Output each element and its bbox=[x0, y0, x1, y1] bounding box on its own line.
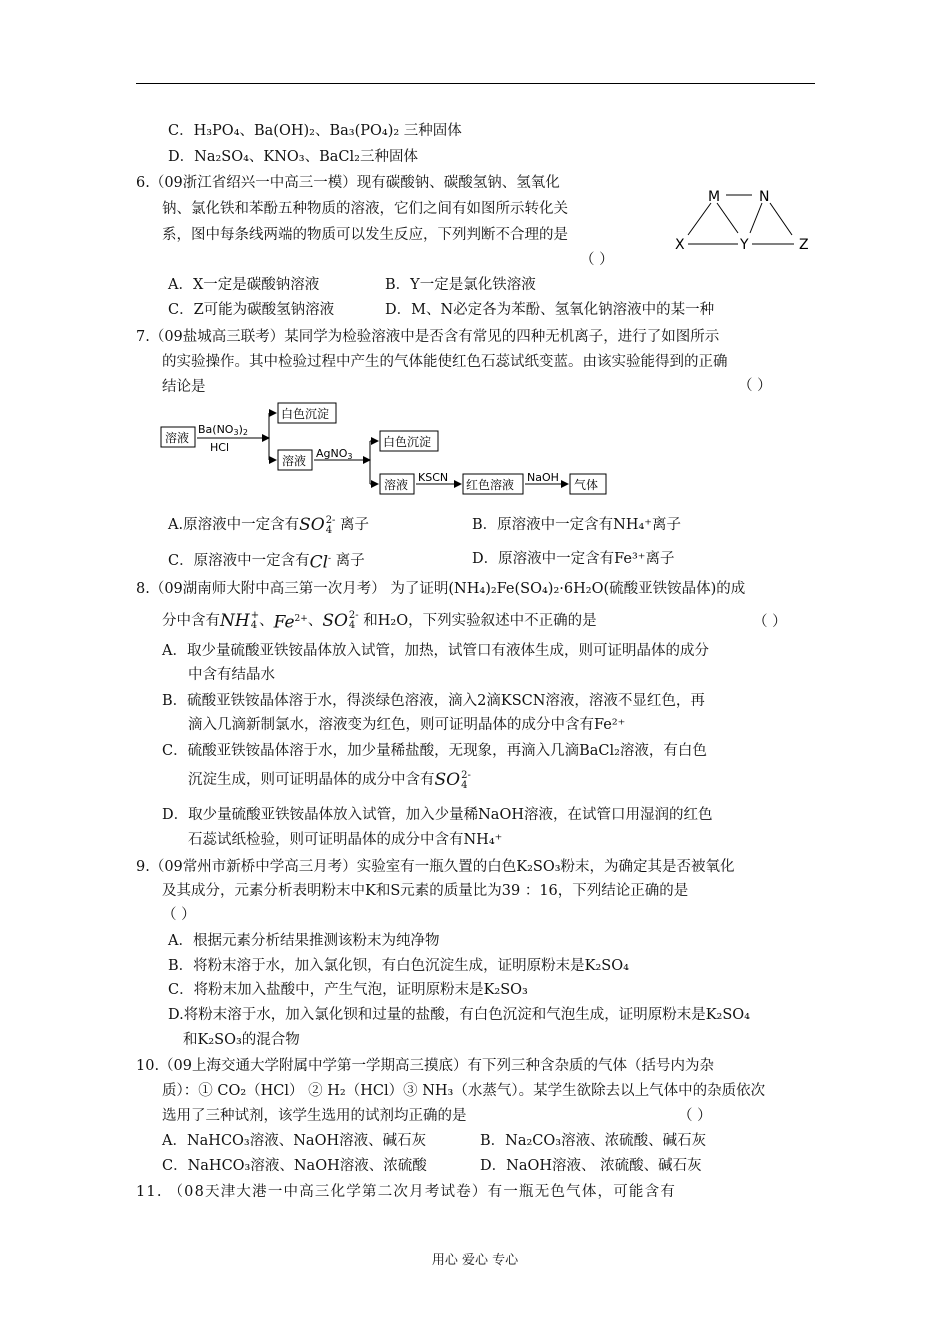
q8-option-d-line2: 石蕊试纸检验，则可证明晶体的成分中含有NH₄⁺ bbox=[188, 832, 503, 848]
header-rule bbox=[136, 83, 815, 84]
node-x: X bbox=[675, 237, 685, 253]
q10-option-d: D．NaOH溶液、 浓硫酸、碱石灰 bbox=[480, 1158, 702, 1174]
svg-text:气体: 气体 bbox=[574, 478, 599, 492]
flow-reagent-kscn: KSCN bbox=[418, 471, 449, 484]
svg-text:红色溶液: 红色溶液 bbox=[466, 478, 515, 492]
q9-option-b: B．将粉末溶于水，加入氯化钡，有白色沉淀生成，证明原粉末是K₂SO₄ bbox=[168, 958, 629, 974]
q8-answer-paren: （ ） bbox=[753, 614, 787, 630]
q6-relation-diagram bbox=[670, 182, 820, 254]
sulfate-ion-formula-3: SO 2- 4 bbox=[434, 769, 471, 791]
q9-stem-line1: 9.（09常州市新桥中学高三月考）实验室有一瓶久置的白色K₂SO₃粉末，为确定其是否被氧化 bbox=[136, 859, 735, 875]
ferrous-ion-formula: $Fe^{2+}$ bbox=[273, 612, 308, 633]
q5-option-c: C．H₃PO₄、Ba(OH)₂、Ba₃(PO₄)₂ 三种固体 bbox=[168, 123, 462, 139]
q9-option-c: C．将粉末加入盐酸中，产生气泡，证明原粉末是K₂SO₃ bbox=[168, 982, 528, 998]
q9-stem-line2: 及其成分，元素分析表明粉末中K和S元素的质量比为39 ：16，下列结论正确的是 bbox=[162, 883, 689, 899]
q6-option-a: A．X一定是碳酸钠溶液 bbox=[168, 277, 320, 293]
q6-option-c: C．Z可能为碳酸氢钠溶液 bbox=[168, 302, 335, 318]
flow-reagent-naoh: NaOH bbox=[527, 471, 559, 484]
q7-option-a: A.原溶液中一定含有SO 2- 4 离子 bbox=[168, 514, 370, 536]
q7-option-c: C．原溶液中一定含有Cl- 离子 bbox=[168, 548, 365, 574]
node-z: Z bbox=[799, 237, 809, 253]
svg-text:溶液: 溶液 bbox=[165, 431, 190, 445]
q7-option-d: D．原溶液中一定含有Fe³⁺离子 bbox=[472, 551, 675, 567]
q10-option-c: C．NaHCO₃溶液、NaOH溶液、浓硫酸 bbox=[162, 1158, 427, 1174]
q10-option-a: A．NaHCO₃溶液、NaOH溶液、碱石灰 bbox=[162, 1133, 427, 1149]
q7-stem-line2: 的实验操作。其中检验过程中产生的气体能使红色石蕊试纸变蓝。由该实验能得到的正确 bbox=[162, 354, 728, 370]
q10-stem-line3: 选用了三种试剂，该学生选用的试剂均正确的是 bbox=[162, 1108, 467, 1124]
q6-stem-line1: 6.（09浙江省绍兴一中高三一模）现有碳酸钠、碳酸氢钠、氢氧化 bbox=[136, 175, 560, 191]
q7-option-b: B．原溶液中一定含有NH₄⁺离子 bbox=[472, 517, 681, 533]
q8-option-a-line1: A．取少量硫酸亚铁铵晶体放入试管，加热，试管口有液体生成，则可证明晶体的成分 bbox=[162, 643, 709, 659]
q9-option-d-line1: D.将粉末溶于水，加入氯化钡和过量的盐酸，有白色沉淀和气泡生成，证明原粉末是K₂SO₄ bbox=[168, 1007, 750, 1023]
flow-reagent-ba-no3: Ba(NO3)2 bbox=[198, 423, 248, 437]
q6-option-b: B．Y一定是氯化铁溶液 bbox=[385, 277, 536, 293]
page-footer: 用心 爱心 专心 bbox=[431, 1253, 519, 1268]
q10-stem-line1: 10.（09上海交通大学附属中学第一学期高三摸底）有下列三种含杂质的气体（括号内为杂 bbox=[136, 1058, 715, 1074]
q7-answer-paren: （ ） bbox=[738, 378, 772, 394]
sulfate-ion-formula-2: SO 2- 4 bbox=[322, 610, 359, 632]
q6-stem-line2: 钠、氯化铁和苯酚五种物质的溶液，它们之间有如图所示转化关 bbox=[162, 201, 568, 217]
q5-option-d: D．Na₂SO₄、KNO₃、BaCl₂三种固体 bbox=[168, 149, 418, 165]
q10-stem-line2: 质）：① CO₂（HCl） ② H₂（HCl）③ NH₃（水蒸气）。某学生欲除去以上气体中的杂质依次 bbox=[162, 1083, 766, 1099]
q8-option-c-line1: C．硫酸亚铁铵晶体溶于水，加少量稀盐酸，无现象，再滴入几滴BaCl₂溶液，有白色 bbox=[162, 743, 707, 759]
q8-option-b-line1: B．硫酸亚铁铵晶体溶于水，得淡绿色溶液，滴入2滴KSCN溶液，溶液不显红色，再 bbox=[162, 693, 705, 709]
q8-option-a-line2: 中含有结晶水 bbox=[188, 667, 275, 683]
chloride-ion-formula: Cl- bbox=[309, 552, 332, 573]
q8-stem-line2: 分中含有NH + 4 、$Fe^{2+}$、SO 2- 4 和H₂O，下列实验叙述中不正确的是 bbox=[162, 608, 597, 634]
node-n: N bbox=[759, 189, 770, 205]
q8-option-b-line2: 滴入几滴新制氯水，溶液变为红色，则可证明晶体的成分中含有Fe²⁺ bbox=[188, 717, 626, 733]
q9-stem-line3: （ ） bbox=[162, 907, 196, 923]
node-y: Y bbox=[740, 237, 749, 253]
q10-option-b: B．Na₂CO₃溶液、浓硫酸、碱石灰 bbox=[480, 1133, 707, 1149]
node-m: M bbox=[708, 189, 721, 205]
svg-text:白色沉淀: 白色沉淀 bbox=[281, 407, 330, 421]
flow-reagent-agno3: AgNO3 bbox=[316, 447, 353, 461]
svg-text:溶液: 溶液 bbox=[384, 478, 409, 492]
flow-reagent-hcl: HCl bbox=[210, 441, 230, 454]
q6-answer-paren: （ ） bbox=[580, 252, 614, 268]
svg-text:溶液: 溶液 bbox=[282, 454, 307, 468]
q7-stem-line3: 结论是 bbox=[162, 379, 206, 395]
q7-flow-diagram bbox=[158, 400, 618, 502]
q6-option-d: D．M、N必定各为苯酚、氢氧化钠溶液中的某一种 bbox=[385, 302, 715, 318]
sulfate-ion-formula: SO 2- 4 bbox=[299, 514, 336, 536]
q7-stem-line1: 7.（09盐城高三联考）某同学为检验溶液中是否含有常见的四种无机离子，进行了如图所示 bbox=[136, 329, 720, 345]
q6-stem-line3: 系，图中每条线两端的物质可以发生反应，下列判断不合理的是 bbox=[162, 227, 568, 243]
q11-stem-line1: 11. （08天津大港一中高三化学第二次月考试卷）有一瓶无色气体，可能含有 bbox=[136, 1184, 677, 1200]
q8-option-c-line2: 沉淀生成，则可证明晶体的成分中含有SO 2- 4 bbox=[188, 769, 471, 791]
q9-option-a: A．根据元素分析结果推测该粉末为纯净物 bbox=[168, 933, 440, 949]
ammonium-ion-formula: NH + 4 bbox=[220, 610, 260, 632]
q8-stem-line1: 8.（09湖南师大附中高三第一次月考） 为了证明(NH₄)₂Fe(SO₄)₂·6H₂O(硫酸亚铁铵晶体)的成 bbox=[136, 581, 746, 597]
q9-option-d-line2: 和K₂SO₃的混合物 bbox=[183, 1032, 300, 1048]
q10-answer-paren: （ ） bbox=[678, 1108, 712, 1124]
q8-option-d-line1: D．取少量硫酸亚铁铵晶体放入试管，加入少量稀NaOH溶液，在试管口用湿润的红色 bbox=[162, 807, 713, 823]
svg-text:白色沉淀: 白色沉淀 bbox=[383, 435, 432, 449]
